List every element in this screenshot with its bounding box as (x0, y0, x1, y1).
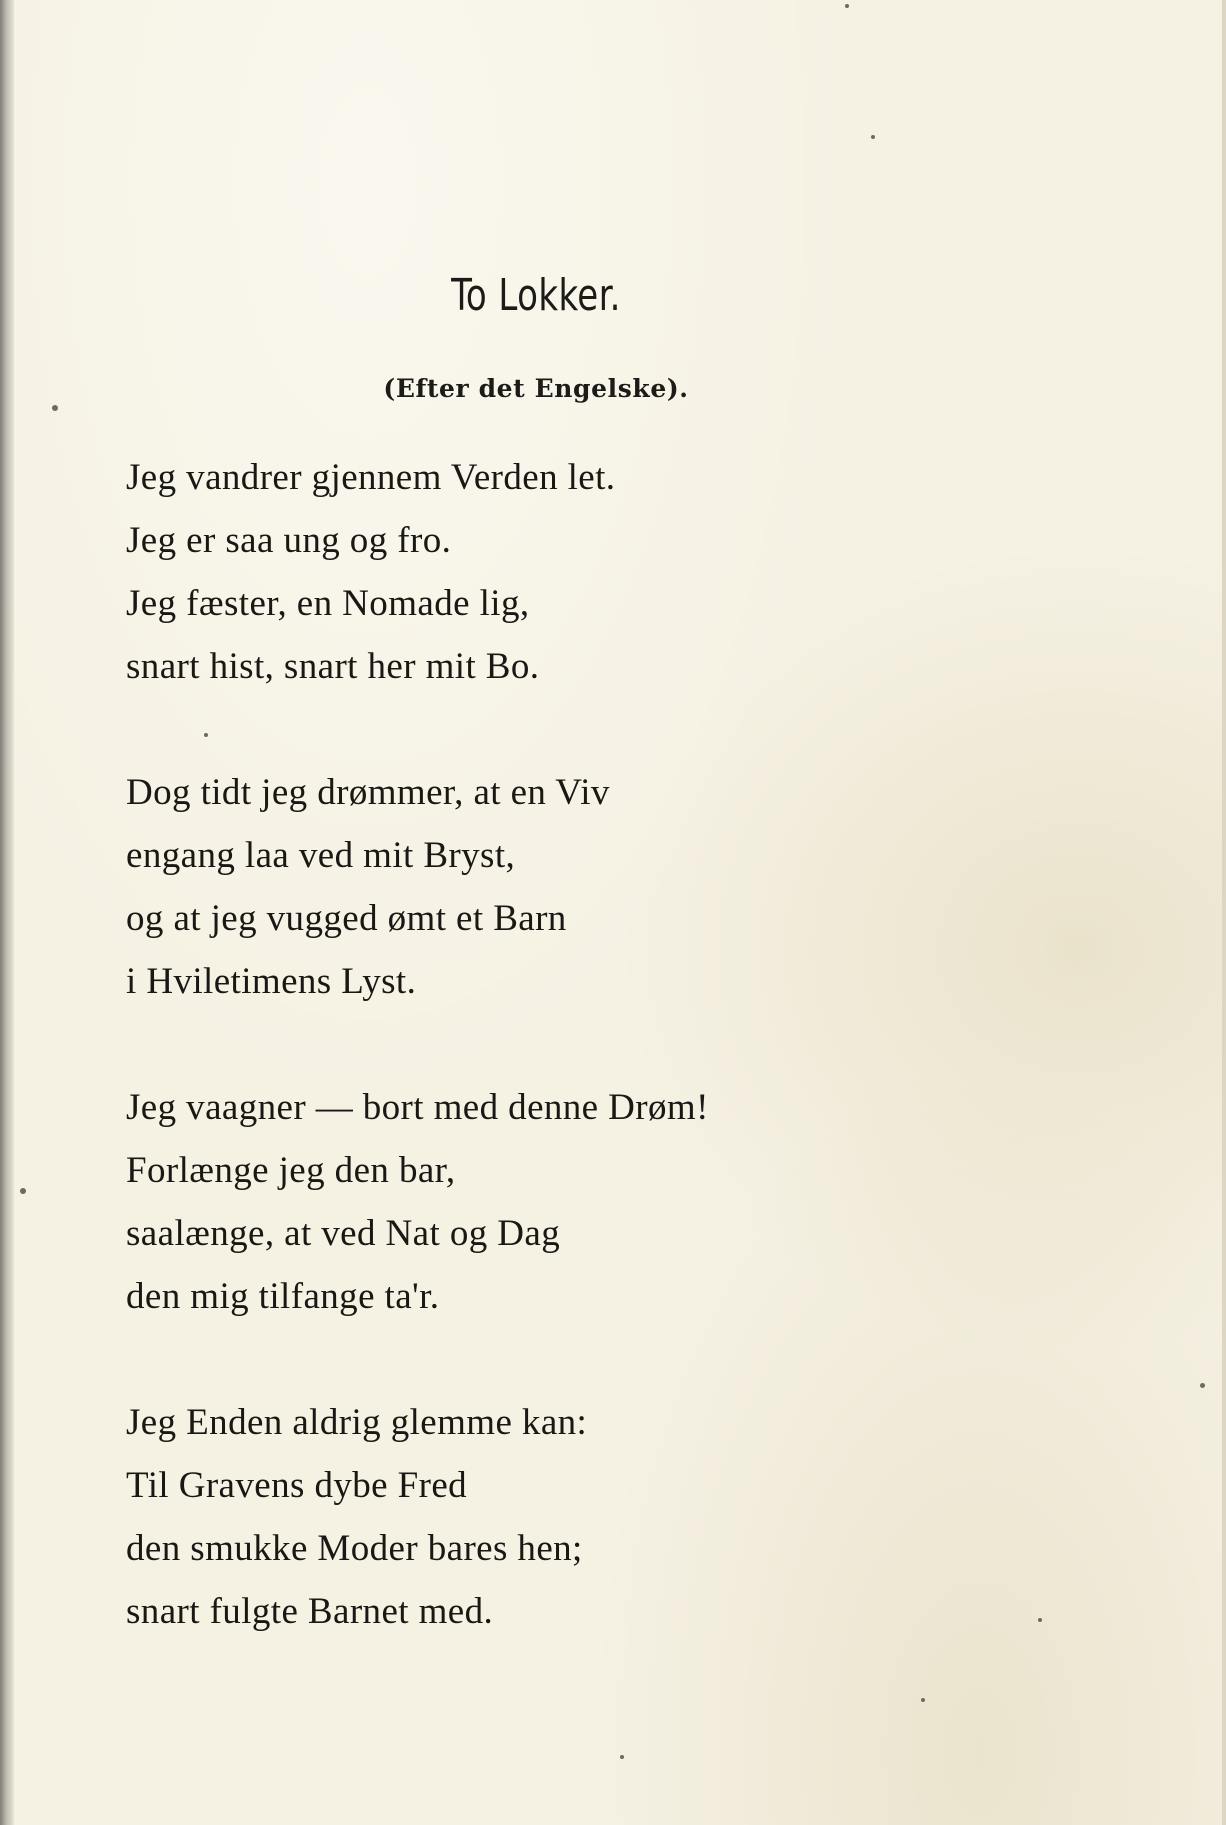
paper-speck (620, 1755, 624, 1759)
page-right-edge (1222, 0, 1226, 1825)
paper-speck (20, 1188, 26, 1194)
stanza (126, 446, 709, 698)
stanza (126, 1076, 709, 1328)
verse-line: engang laa ved mit Bryst, (126, 835, 516, 876)
paper-speck (845, 4, 849, 8)
paper-speck (1200, 1383, 1205, 1388)
verse-line: og at jeg vugged ømt et Barn (126, 898, 567, 939)
stanza (126, 1391, 709, 1643)
verse-line: Jeg er saa ung og fro. (126, 520, 452, 561)
verse-line: Jeg Enden aldrig glemme kan: (126, 1402, 588, 1443)
verse-line: den smukke Moder bares hen; (126, 1528, 583, 1569)
paper-speck (871, 135, 875, 139)
verse-line: Dog tidt jeg drømmer, at en Viv (126, 772, 610, 813)
verse-line: snart hist, snart her mit Bo. (126, 646, 540, 687)
verse-line: Jeg fæster, en Nomade lig, (126, 583, 530, 624)
paper-speck (52, 405, 58, 411)
poem-subtitle: (Efter det Engelske). (383, 374, 689, 403)
verse-line: i Hviletimens Lyst. (126, 961, 417, 1002)
poem-body (126, 446, 709, 1706)
stanza (126, 761, 709, 1013)
verse-line: Jeg vaagner — bort med denne Drøm! (126, 1087, 709, 1128)
verse-line: den mig tilfange ta'r. (126, 1276, 440, 1317)
paper-speck (921, 1698, 925, 1702)
page-binding-edge (0, 0, 14, 1825)
verse-line: Til Gravens dybe Fred (126, 1465, 468, 1506)
paper-speck (1038, 1618, 1042, 1622)
poem-title: To Lokker. (451, 270, 621, 321)
verse-line: Jeg vandrer gjennem Verden let. (126, 457, 616, 498)
verse-line: Forlænge jeg den bar, (126, 1150, 456, 1191)
verse-line: snart fulgte Barnet med. (126, 1591, 494, 1632)
verse-line: saalænge, at ved Nat og Dag (126, 1213, 561, 1254)
